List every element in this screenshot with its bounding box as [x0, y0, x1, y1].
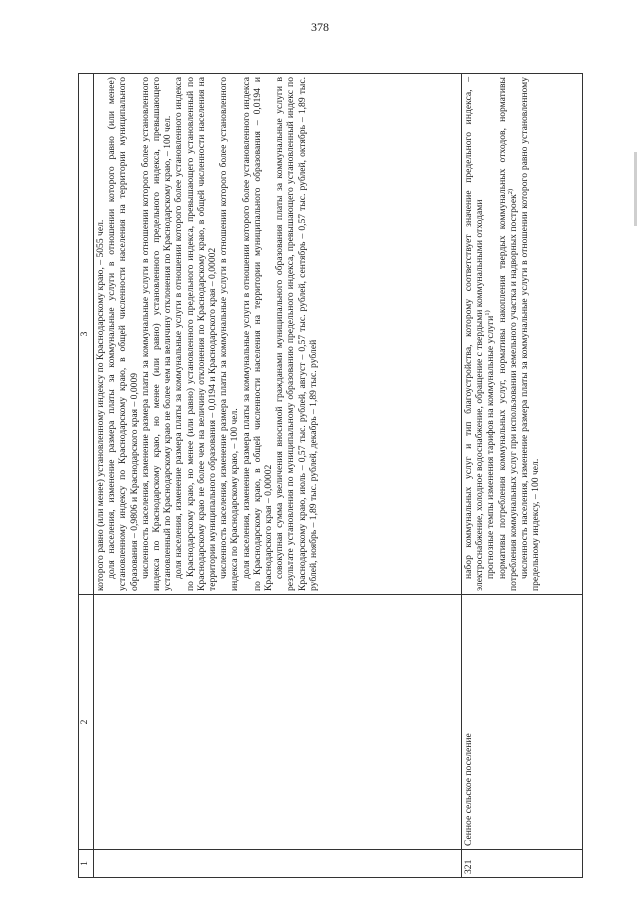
detail-text: нормативы потребления коммунальных услуг, нормативы накопления твердых коммунальных отходов, нормативы потребления коммунальных услуг при использовании земельного участка и надворных построек — [496, 77, 519, 591]
settlement-name: Сенное сельское поселение — [462, 595, 583, 850]
scan-edge-mark — [634, 152, 637, 226]
detail-text: прогнозные темпы изменения тарифов на коммунальные услуги — [485, 315, 497, 579]
footnote-mark: 1) — [484, 310, 492, 316]
detail-paragraph: которого равно (или менее) установленному индексу по Краснодарскому краю, – 5055 чел. — [95, 219, 106, 591]
detail-paragraph: численность населения, изменение размера платы за коммунальные услуги в отношении которого более установленного индекса по Краснодарскому краю, – 100 чел. — [218, 77, 241, 591]
footnote-mark: 2) — [506, 188, 514, 195]
detail-paragraph: численность населения, изменение размера платы за коммунальные услуги в отношении которого более установленного индекса по Краснодарскому краю, но менее (или равно) установленного предельного индекса, превышающего установленный по Краснодарскому краю не более чем на величину отклонения по Краснодарскому краю, – 100 чел. — [139, 77, 174, 591]
detail-paragraph: доля населения, изменение размера платы за коммунальные услуги в отношении которого равно (или менее) установленному индексу по Краснодарскому краю, в общей численности населения на территории муниципального образования – 0,9806 и Краснодарского края – 0,0009 — [106, 77, 140, 591]
header-col-3: 3 — [79, 74, 94, 595]
header-col-2: 2 — [79, 595, 94, 850]
table-row — [462, 74, 583, 878]
row-details — [462, 74, 583, 595]
row-details — [94, 74, 462, 595]
detail-paragraph: доля населения, изменение размера платы за коммунальные услуги в отношении которого более установленного индекса по Краснодарскому краю, но менее (или равно) установленного предельного индекса, превышающего установленный по Краснодарскому краю не более чем на величину отклонения по Краснодарскому краю, в общей численности населения на территории муниципального образования – 0,0194 и Краснодарского края – 0,00002 — [173, 77, 219, 591]
detail-paragraph: численность населения, изменение размера платы за коммунальные услуги в отношении которого равно установленному предельному индексу, – 100 чел. — [519, 77, 542, 591]
table-row — [94, 74, 462, 878]
settlement-name — [94, 595, 462, 850]
detail-paragraph: совокупная сумма увеличения вносимой гражданами муниципального образования платы за коммунальные услуги в результате установления по муниципальному образованию предельного индекса, превышающего установленный индекс по Краснодарскому краю, июль – 0,57 тыс. рублей, август – 0,57 тыс. рублей, сентябрь – 0,57 тыс. рублей, октябрь – 1,89 тыс. рублей, ноябрь – 1,89 тыс. рублей, декабрь – 1,89 тыс. рублей — [274, 77, 319, 591]
row-number — [94, 850, 462, 878]
table-header-row — [79, 74, 94, 878]
detail-paragraph: доля населения, изменение размера платы за коммунальные услуги в отношении которого более установленного индекса по Краснодарскому краю, в общей численности населения на территории муниципального образования – 0,0194 и Краснодарского края – 0,00002 — [240, 77, 275, 591]
detail-paragraph — [485, 77, 496, 591]
detail-paragraph: набор коммунальных услуг и тип благоустройства, которому соответствует значение предельного индекса, – электроснабжение, холодное водоснабжение, обращение с твердыми коммунальными отходами — [463, 77, 486, 591]
row-number: 321 — [462, 850, 583, 878]
data-table — [78, 73, 583, 878]
header-col-1: 1 — [79, 850, 94, 878]
page-number: 378 — [311, 20, 329, 34]
rotated-table-frame — [78, 73, 583, 878]
detail-paragraph — [497, 77, 519, 591]
